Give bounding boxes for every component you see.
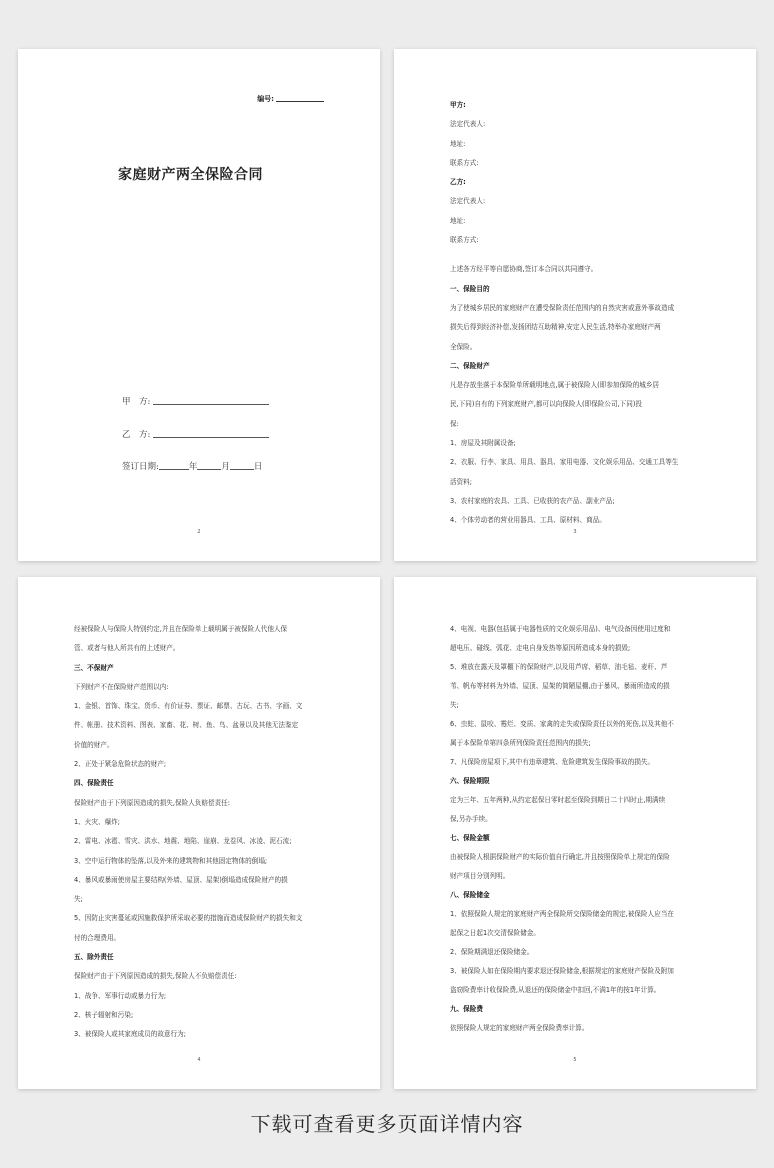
section-heading: 乙方: [450,178,466,187]
body-line: 1、依照保险人规定的家庭财产两全保险所交保险储金的规定,被保险人应当在 [450,910,674,918]
body-line: 1、房屋及其附属设备; [450,439,516,448]
paragraph-gap [450,250,710,260]
contract-title: 家庭财产两全保险合同 [118,167,263,183]
page-body [74,620,334,1045]
body-line: 经被保险人与保险人特别约定,并且在保险单上载明属于被保险人代他人保 [74,625,288,633]
year-label: 年 [188,462,198,472]
body-line: 联系方式: [450,236,479,245]
contract-number-blank [276,101,324,102]
body-line: 3、被保险人或其家庭成员的故意行为; [74,1030,186,1039]
body-line: 7、凡保险房屋项下,其中有违章建筑、危险建筑发生保险事故的损失。 [450,758,655,766]
section-heading: 九、保险费 [450,1005,483,1013]
body-line: 2、核子辐射和污染; [74,1010,134,1019]
year-blank [159,469,189,470]
page-number: 5 [573,1057,577,1063]
party-a-signature-line [122,395,269,407]
body-line: 3、被保险人如在保险期内要求退还保险储金,根据规定的家庭财产保险及附加 [450,967,674,975]
body-line: 法定代表人: [450,197,486,206]
body-line: 4、个体劳动者的营业用器具、工具、原材料、商品。 [450,516,606,525]
signing-date-line [122,460,262,472]
body-line: 联系方式: [450,158,479,167]
body-line: 管、或者与他人所共有的上述财产。 [74,644,180,653]
body-line: 2、衣服、行李、家具、用具、器具、家用电器、文化娱乐用品、交通工具等生 [450,458,679,467]
body-line: 活资料; [450,477,473,486]
body-line: 保: [450,419,459,428]
body-line: 1、战争、军事行动或暴力行为; [74,991,167,1000]
page-number: 2 [197,529,201,535]
body-line: 起保之日起1次交清保险储金。 [450,929,540,937]
section-heading: 六、保险期限 [450,777,490,785]
body-line: 4、电视、电器(包括属于电器性质的文化娱乐用品)、电气设备因使用过度和 [450,625,671,633]
body-line: 3、农村家庭的农具、工具、已收获的农产品、副业产品; [450,496,615,505]
body-line: 法定代表人: [450,120,486,129]
body-line: 为了使城乡居民的家庭财产在遭受保险责任范围内的自然灾害或意外事故造成 [450,303,675,312]
body-line: 凡是存放坐落于本保险单所载明地点,属于被保险人(即参加保险的城乡居 [450,381,660,390]
body-line: 1、火灾、爆炸; [74,817,120,826]
body-line: 盗窃险费率计收保险费,从退还的保险储金中扣回,不满1年的按1年计算。 [450,986,661,994]
party-a-blank [153,404,269,405]
download-caption: 下载可查看更多页面详情内容 [250,1112,524,1136]
body-line: 3、空中运行物体的坠落,以及外来的建筑物和其他固定物体的倒塌; [74,856,268,865]
section-heading: 七、保险金额 [450,834,490,842]
body-line: 保险财产由于下列原因造成的损失,保险人不负赔偿责任: [74,972,237,981]
document-page-5 [394,577,756,1089]
month-blank [197,469,221,470]
document-page-3 [394,49,756,561]
section-heading: 五、除外责任 [74,953,114,962]
body-line: 全保险。 [450,342,477,351]
body-line: 下列财产不在保险财产范围以内: [74,682,169,691]
contract-number-label: 编号: [257,95,274,103]
body-line: 属于本保险单第四条所列保险责任范围内的损失; [450,739,591,747]
party-b-label: 乙 方: [122,430,151,440]
body-line: 损失后得到经济补偿,发扬团结互助精神,安定人民生活,特举办家庭财产两 [450,323,661,332]
day-blank [230,469,254,470]
page-number: 4 [197,1057,201,1063]
body-line: 地址: [450,139,466,148]
body-line: 5、堆放在露天及罩棚下的保险财产,以及用芦席、稻草、油毛毡、麦秆、芦 [450,663,668,671]
body-line: 由被保险人根据保险财产的实际价值自行确定,并且按照保险单上规定的保险 [450,853,670,861]
body-line: 2、正处于紧急危险状态的财产; [74,760,167,769]
party-b-blank [153,437,269,438]
body-line: 上述各方经平等自愿协商,签订本合同以共同遵守。 [450,265,598,274]
body-line: 6、虫蛀、鼠咬、霉烂、变质、家禽的走失或保险责任以外的死伤,以及其他不 [450,720,674,728]
document-page-4 [18,577,380,1089]
body-line: 依照保险人规定的家庭财产两全保险费率计算。 [450,1024,589,1032]
section-heading: 三、不保财产 [74,663,114,672]
body-line: 地址: [450,216,466,225]
body-line: 失; [450,701,459,709]
body-line: 2、保险期满退还保险储金。 [450,948,534,956]
body-line: 件、帐册、技术资料、图表、家畜、花、树、鱼、鸟、盆景以及其他无法鉴定 [74,721,299,730]
page-body [450,96,710,531]
party-b-signature-line [122,428,269,440]
body-line: 苇、帆布等材料为外墙、屋顶、屋架的简陋屋棚,由于暴风、暴雨所造成的损 [450,682,670,690]
body-line: 4、暴风或暴雨使房屋主要结构(外墙、屋顶、屋架)倒塌造成保险财产的损 [74,875,288,884]
body-line: 保险财产由于下列原因造成的损失,保险人负赔偿责任: [74,798,230,807]
body-line: 民,下同)自有的下列家庭财产,都可以向保险人(即保险公司,下同)投 [450,400,643,409]
page-number: 3 [573,529,577,535]
contract-number [257,94,324,104]
section-heading: 一、保险目的 [450,284,490,293]
page-body [450,620,710,1038]
section-heading: 八、保险储金 [450,891,490,899]
body-line: 定为三年、五年两种,从约定起保日零时起至保险到期日二十四时止,期满续 [450,796,666,804]
section-heading: 四、保险责任 [74,779,114,788]
body-line: 价值的财产。 [74,740,114,749]
cover-page [18,49,380,561]
party-a-label: 甲 方: [122,397,151,407]
body-line: 失; [74,895,83,904]
section-heading: 二、保险财产 [450,361,490,370]
body-line: 超电压、碰线、弧花、走电自身发热等原因所造成本身的损毁; [450,644,631,652]
section-heading: 甲方: [450,101,466,109]
body-line: 财产项目分别列明。 [450,872,510,880]
body-line: 付的合理费用。 [74,933,121,942]
body-line: 5、因防止灾害蔓延或因施救保护所采取必要的措施而造成保险财产的损失和支 [74,914,303,923]
body-line: 1、金银、首饰、珠宝、货币、有价证券、票证、邮票、古玩、古书、字画、文 [74,702,303,711]
month-label: 月 [221,462,230,472]
body-line: 2、雷电、冰雹、雪灾、洪水、地震、地陷、崖崩、龙卷风、冰凌、泥石流; [74,837,292,846]
body-line: 保,另办手续。 [450,815,492,823]
day-label: 日 [253,462,263,472]
signing-date-label: 签订日期: [122,462,159,472]
